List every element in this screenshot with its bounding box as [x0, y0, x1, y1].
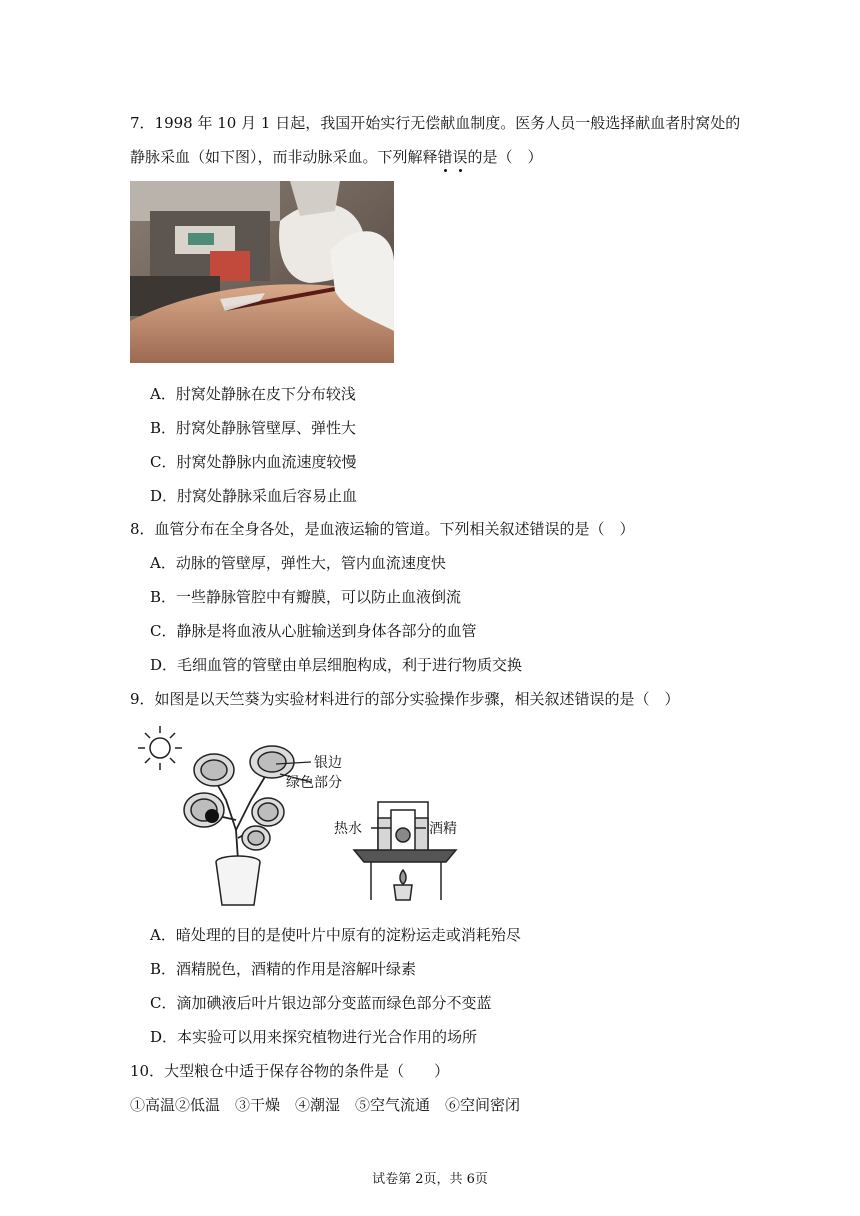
water-bath-apparatus	[354, 802, 456, 900]
q8-option-a: A．动脉的管壁厚，弹性大，管内血流速度快	[150, 554, 446, 572]
label-green-part: 绿色部分	[286, 775, 342, 791]
q8-option-b: B．一些静脉管腔中有瓣膜，可以防止血液倒流	[150, 588, 462, 606]
q7-option-b: B．肘窝处静脉管壁厚、弹性大	[150, 419, 357, 437]
q7-stem-line1: 7．1998 年 10 月 1 日起，我国开始实行无偿献血制度。医务人员一般选择献血者肘窝处的	[130, 114, 741, 132]
label-silver-edge: 银边	[314, 755, 342, 771]
q7-stem-line2-text: 静脉采血（如下图），而非动脉采血。下列解释	[130, 148, 438, 166]
q9-stem: 9．如图是以天竺葵为实验材料进行的部分实验操作步骤，相关叙述错误的是（ ）	[130, 690, 680, 708]
label-hot-water: 热水	[334, 821, 362, 837]
q9-option-b: B．酒精脱色，酒精的作用是溶解叶绿素	[150, 960, 417, 978]
q9-option-d: D．本实验可以用来探究植物进行光合作用的场所	[150, 1028, 478, 1046]
q7-option-a: A．肘窝处静脉在皮下分布较浅	[150, 385, 356, 403]
q7-emphasis-word: 错误	[438, 148, 468, 166]
flower-pot	[216, 856, 260, 905]
q9-option-c: C．滴加碘液后叶片银边部分变蓝而绿色部分不变蓝	[150, 994, 492, 1012]
sun-icon	[138, 726, 182, 770]
page-footer: 试卷第 2页，共 6页	[372, 1172, 488, 1187]
plant-leaves	[184, 746, 294, 850]
q10-stem: 10．大型粮仓中适于保存谷物的条件是（ ）	[130, 1062, 450, 1080]
q9-option-a: A．暗处理的目的是使叶片中原有的淀粉运走或消耗殆尽	[150, 926, 521, 944]
diagram-drawing	[126, 720, 486, 910]
label-alcohol: 酒精	[429, 821, 457, 837]
q7-stem-line2	[130, 146, 543, 167]
q10-conditions: ①高温②低温 ③干燥 ④潮湿 ⑤空气流通 ⑥空间密闭	[130, 1096, 521, 1114]
q7-stem-line2-end: 的是（ ）	[467, 148, 543, 166]
geranium-experiment-diagram	[126, 720, 486, 910]
q8-option-c: C．静脉是将血液从心脏输送到身体各部分的血管	[150, 622, 477, 640]
q8-stem: 8．血管分布在全身各处，是血液运输的管道。下列相关叙述错误的是（ ）	[130, 520, 635, 538]
q7-option-d: D．肘窝处静脉采血后容易止血	[150, 487, 358, 505]
q8-option-d: D．毛细血管的管壁由单层细胞构成，利于进行物质交换	[150, 656, 523, 674]
blood-draw-photo	[130, 181, 394, 363]
black-paper-cover	[205, 809, 219, 823]
q7-option-c: C．肘窝处静脉内血流速度较慢	[150, 453, 357, 471]
